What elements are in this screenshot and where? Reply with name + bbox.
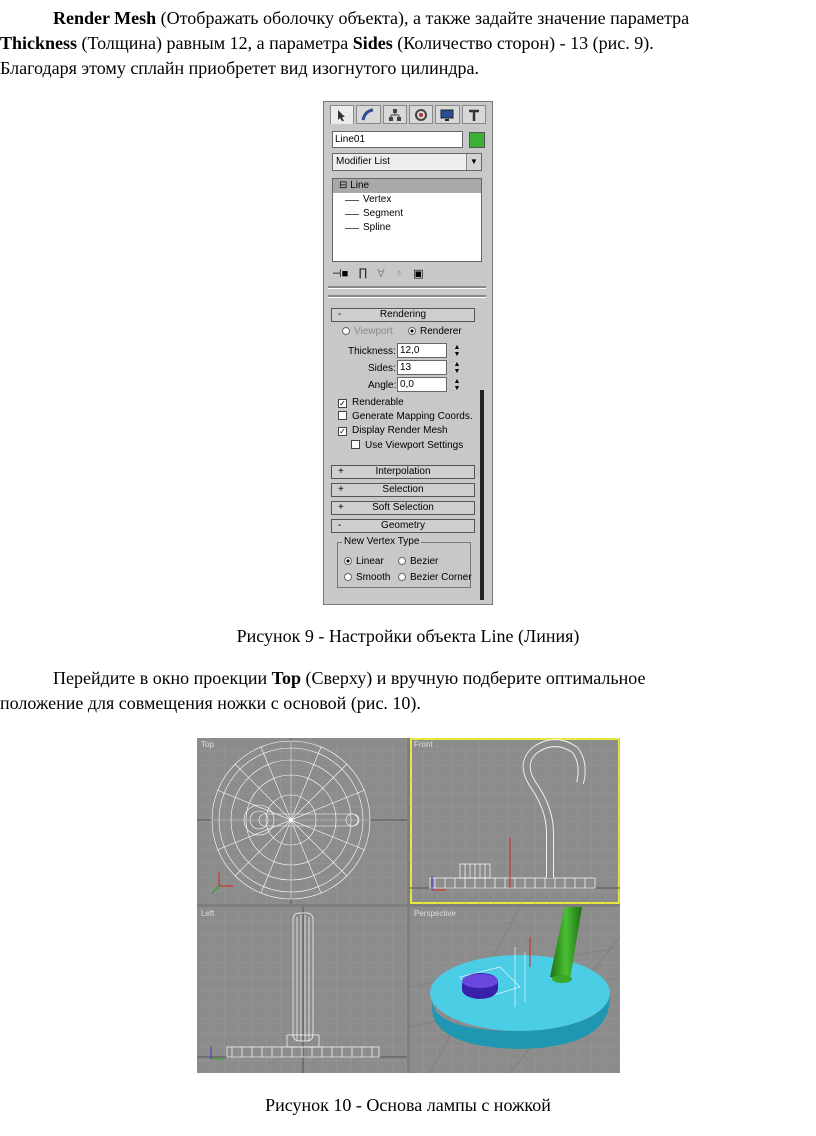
divider (328, 295, 486, 298)
soft-selection-rollout-header[interactable]: + Soft Selection (331, 501, 475, 515)
top-view-drawing (197, 738, 407, 904)
thickness-spinner[interactable]: ▲ ▼ (453, 344, 461, 358)
angle-label: Angle: (368, 380, 397, 391)
viewport-radio[interactable]: Viewport (342, 326, 393, 337)
remove-modifier-icon[interactable]: ♁ (394, 267, 404, 279)
para1-line1: Render Mesh (Отображать оболочку объекта), а также задайте значение параметра (53, 8, 690, 28)
viewport-top-label: Top (201, 740, 214, 749)
front-view-drawing (410, 738, 620, 904)
hammer-icon (467, 108, 481, 122)
modify-tab[interactable] (356, 105, 380, 124)
command-panel (323, 101, 493, 605)
make-unique-icon[interactable]: ∀ (377, 267, 385, 280)
left-view-drawing (197, 907, 407, 1073)
viewports-figure (197, 738, 620, 1073)
viewport-front-label: Front (414, 740, 433, 749)
paragraph-1 (0, 6, 812, 81)
hierarchy-icon (388, 108, 402, 122)
check-icon: ✓ (339, 427, 346, 436)
object-color-swatch[interactable] (469, 132, 485, 148)
panel-tabs (330, 105, 486, 125)
bezier-radio[interactable]: Bezier (398, 556, 438, 567)
create-tab[interactable] (330, 105, 354, 124)
viewport-perspective-label: Perspective (414, 909, 456, 918)
figure-10-caption: Рисунок 10 - Основа лампы с ножкой (265, 1095, 551, 1115)
modifier-list-dropdown[interactable]: Modifier List ▼ (332, 153, 482, 171)
motion-icon (414, 108, 428, 122)
stack-item-line[interactable]: ⊟ Line (333, 179, 481, 193)
modify-arc-icon (361, 108, 375, 122)
para1-line2: Thickness (Толщина) равным 12, а параметра Sides (Количество сторон) - 13 (рис. 9). (0, 33, 654, 53)
angle-spinner[interactable]: ▲ ▼ (453, 378, 461, 392)
viewport-front[interactable] (410, 738, 620, 904)
para2-line2: положение для совмещения ножки с основой (рис. 10). (0, 693, 421, 713)
interpolation-rollout-header[interactable]: + Interpolation (331, 465, 475, 479)
stack-item-segment[interactable]: Segment (333, 207, 481, 221)
rendering-rollout-header[interactable]: - Rendering (331, 308, 475, 322)
paragraph-2 (0, 666, 812, 716)
show-end-result-icon[interactable]: ∏ (358, 267, 368, 279)
stack-item-spline[interactable]: Spline (333, 221, 481, 235)
new-vertex-type-label: New Vertex Type (344, 536, 420, 547)
sides-input[interactable]: 13 (397, 360, 447, 375)
display-monitor-icon (440, 108, 454, 122)
renderer-radio[interactable]: Renderer (408, 326, 462, 337)
viewport-top[interactable] (197, 738, 407, 904)
generate-mapping-checkbox[interactable]: Generate Mapping Coords. (338, 411, 473, 422)
thickness-label: Thickness: (348, 346, 396, 357)
angle-input[interactable]: 0,0 (397, 377, 447, 392)
viewport-left[interactable] (197, 907, 407, 1073)
sides-spinner[interactable]: ▲ ▼ (453, 361, 461, 375)
sides-label: Sides: (368, 363, 396, 374)
geometry-rollout-header[interactable]: - Geometry (331, 519, 475, 533)
stack-toolbar (332, 264, 482, 282)
modifier-stack (332, 178, 482, 262)
check-icon: ✓ (339, 399, 346, 408)
configure-sets-icon[interactable]: ▣ (413, 267, 424, 280)
pointer-icon (335, 108, 349, 122)
panel-scrollbar[interactable] (480, 390, 484, 600)
figure-9-caption: Рисунок 9 - Настройки объекта Line (Линия) (236, 626, 580, 646)
selection-rollout-header[interactable]: + Selection (331, 483, 475, 497)
renderable-checkbox[interactable]: ✓ Renderable (339, 397, 404, 408)
utilities-tab[interactable] (462, 105, 486, 124)
divider (328, 286, 486, 289)
display-tab[interactable] (435, 105, 459, 124)
viewport-perspective[interactable] (410, 907, 620, 1073)
hierarchy-tab[interactable] (383, 105, 407, 124)
use-viewport-settings-checkbox[interactable]: Use Viewport Settings (351, 440, 463, 451)
object-name-field[interactable]: Line01 (332, 131, 463, 148)
perspective-view-drawing (410, 907, 620, 1073)
pin-stack-icon[interactable]: ⊣■ (332, 267, 349, 280)
viewport-left-label: Left (201, 909, 215, 918)
motion-tab[interactable] (409, 105, 433, 124)
smooth-radio[interactable]: Smooth (344, 572, 390, 583)
bezier-corner-radio[interactable]: Bezier Corner (398, 572, 472, 583)
linear-radio[interactable]: Linear (344, 556, 384, 567)
chevron-down-icon[interactable]: ▼ (466, 154, 481, 170)
stack-item-vertex[interactable]: Vertex (333, 193, 481, 207)
para1-line3: Благодаря этому сплайн приобретет вид изогнутого цилиндра. (0, 58, 479, 78)
para2-line1: Перейдите в окно проекции Top (Сверху) и вручную подберите оптимальное (53, 668, 646, 688)
display-render-mesh-checkbox[interactable]: ✓ Display Render Mesh (339, 425, 448, 436)
thickness-input[interactable]: 12,0 (397, 343, 447, 358)
